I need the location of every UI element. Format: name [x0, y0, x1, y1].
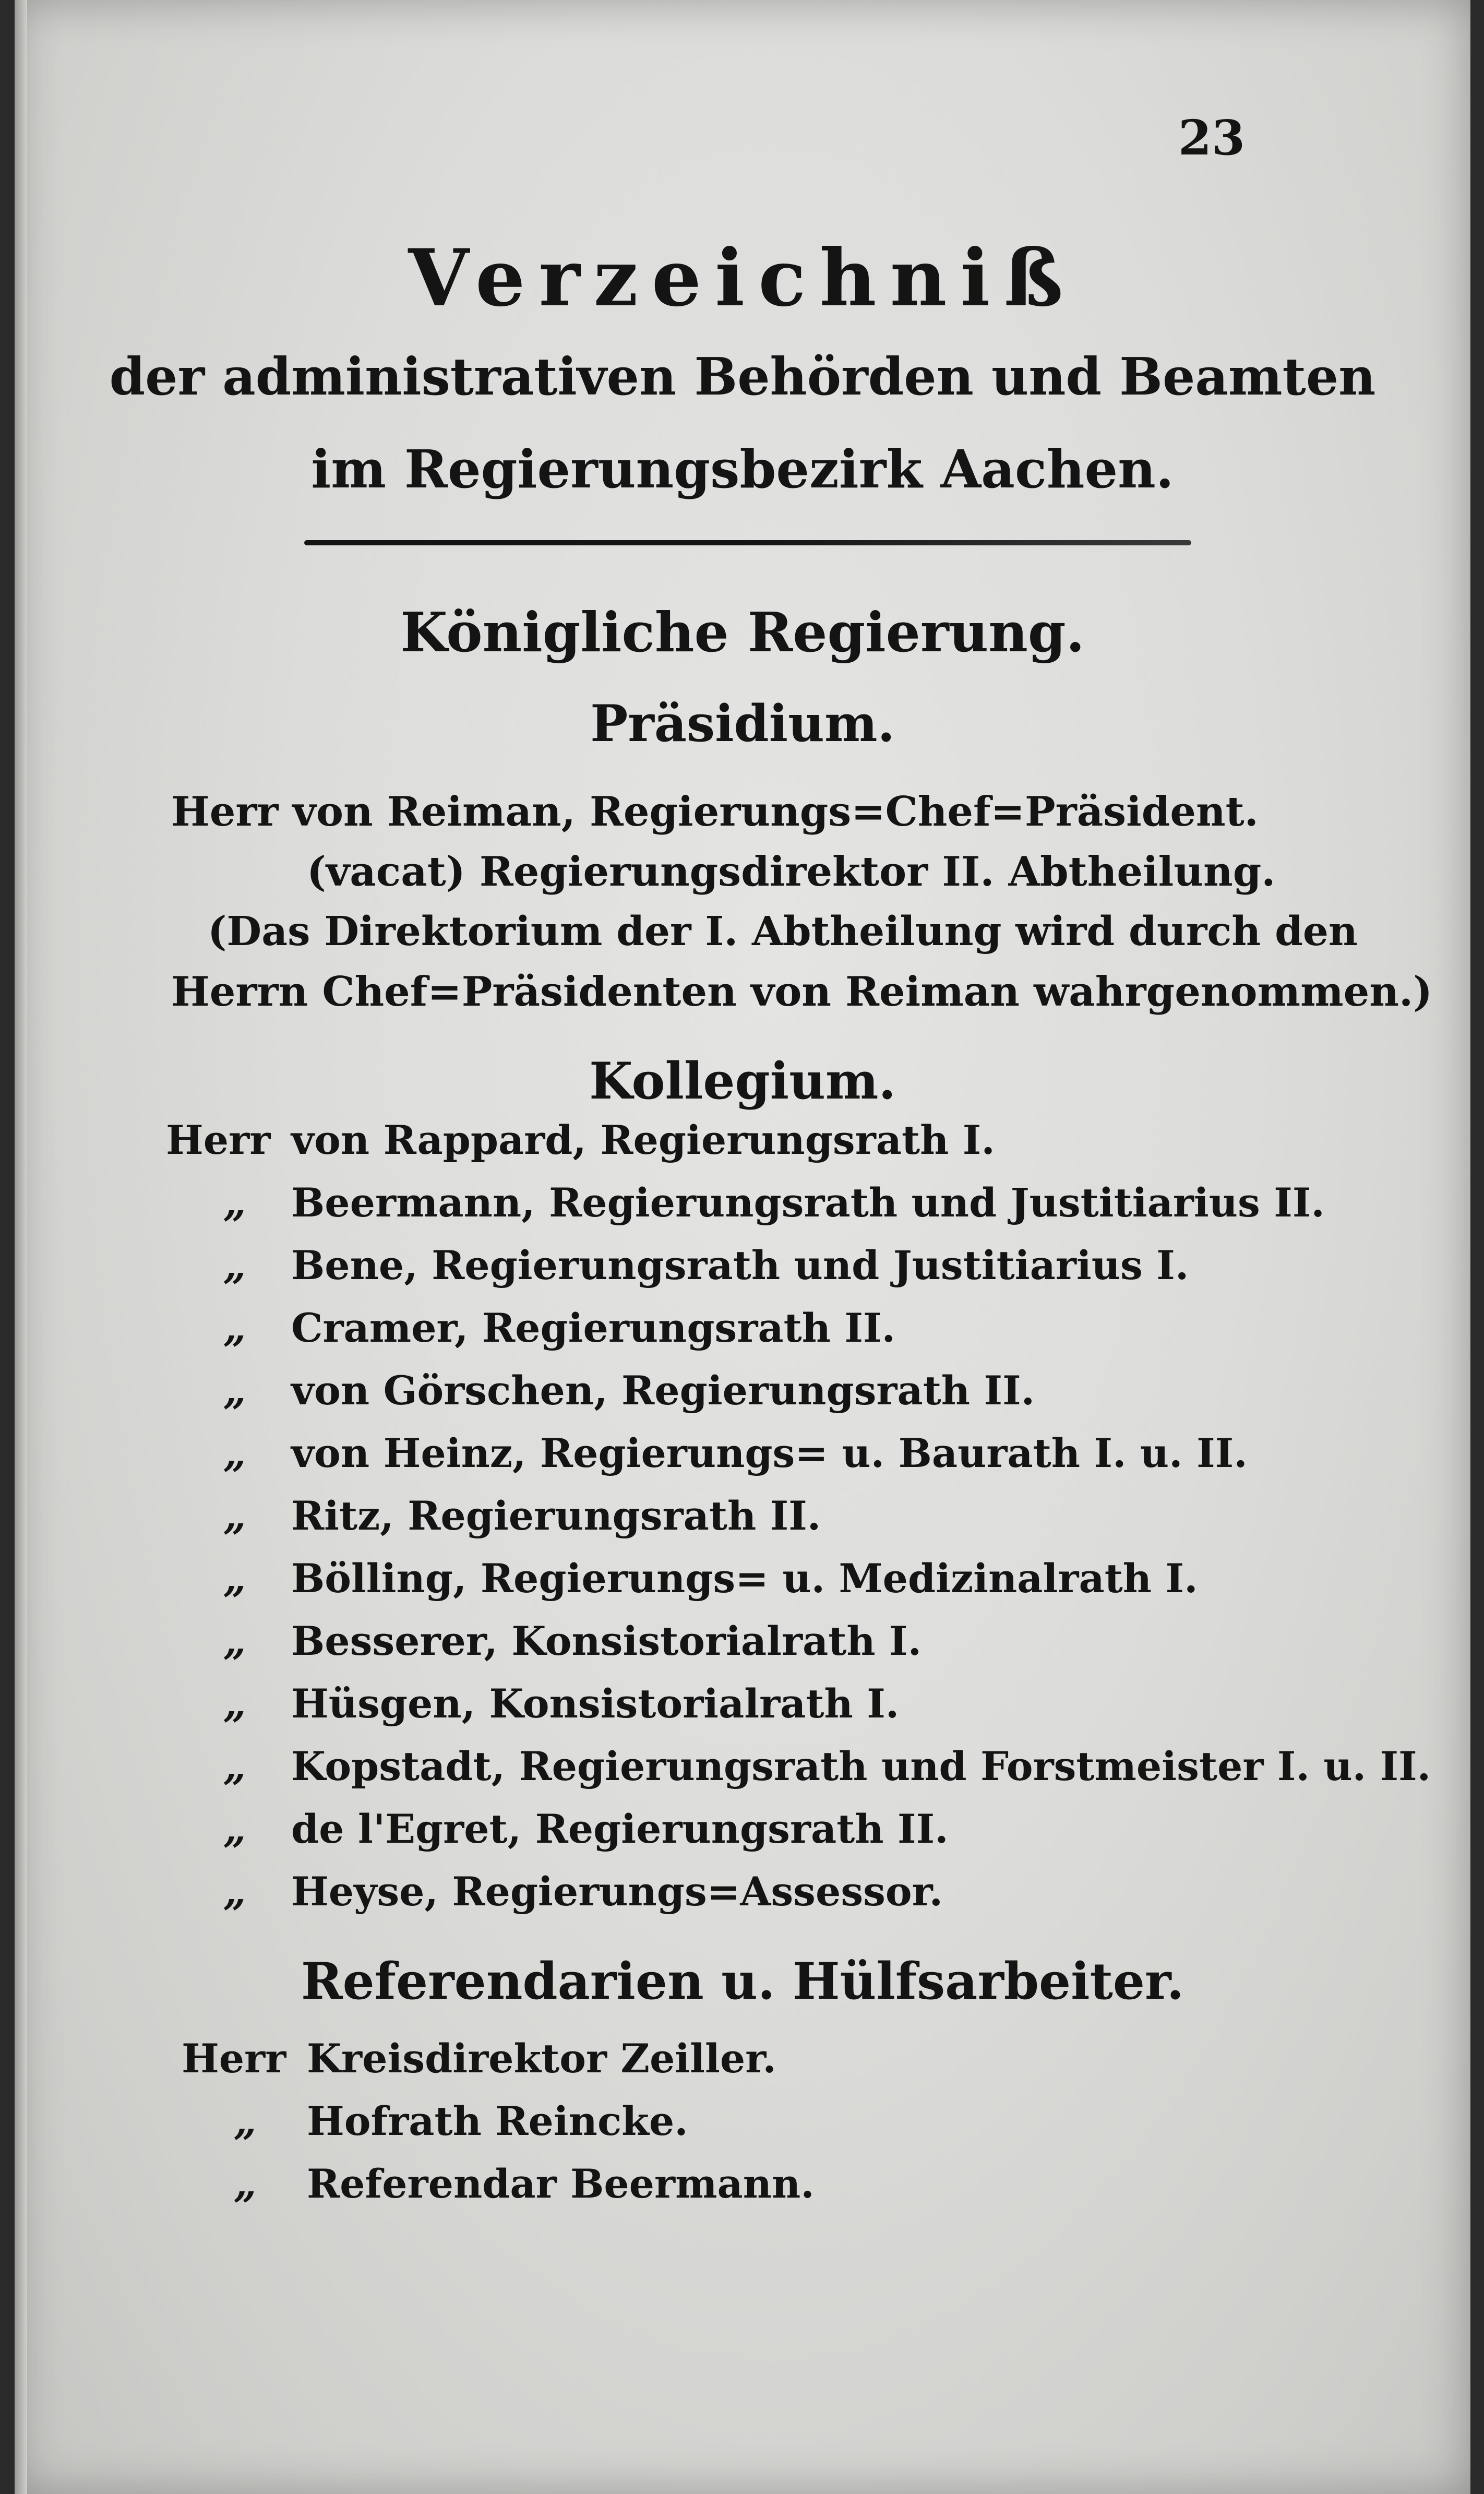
- subtitle-line-1: der administrativen Behörden und Beamten: [109, 347, 1376, 407]
- list-item-text: von Rappard, Regierungsrath I.: [291, 1117, 995, 1163]
- section-heading-referendarien: Referendarien u. Hülfsarbeiter.: [301, 1952, 1184, 2011]
- ditto-mark: „: [234, 2161, 257, 2207]
- ditto-mark: „: [234, 2098, 257, 2144]
- section-heading-kollegium: Kollegium.: [589, 1052, 896, 1111]
- list-item: [15, 2098, 1470, 2155]
- list-item-text: Referendar Beermann.: [307, 2161, 815, 2207]
- ditto-mark: „: [223, 1618, 246, 1664]
- list-item-text: von Görschen, Regierungsrath II.: [291, 1367, 1035, 1414]
- list-item-text: Kreisdirektor Zeiller.: [307, 2035, 776, 2082]
- list-item: [15, 1179, 1470, 1237]
- list-item: [15, 1430, 1470, 1487]
- list-item: [15, 2161, 1470, 2218]
- list-item: [15, 1305, 1470, 1362]
- list-item: [15, 1117, 1470, 1174]
- list-item-prefix: Herr: [166, 1117, 271, 1163]
- list-item-text: Hofrath Reincke.: [307, 2098, 688, 2144]
- subtitle-line-2: im Regierungsbezirk Aachen.: [311, 438, 1174, 500]
- section-heading-royal-government: Königliche Regierung.: [400, 600, 1085, 664]
- list-item: [15, 1618, 1470, 1675]
- list-item: [15, 1680, 1470, 1738]
- ditto-mark: „: [223, 1680, 246, 1727]
- ditto-mark: „: [223, 1305, 246, 1351]
- ditto-mark: „: [223, 1430, 246, 1476]
- list-item: [15, 1367, 1470, 1425]
- page-title: Verzeichniß: [408, 232, 1077, 324]
- praesidium-line-1: Herr von Reiman, Regierungs=Chef=Präsident.: [171, 788, 1259, 836]
- page-number: 23: [1178, 110, 1246, 166]
- list-item: [15, 1806, 1470, 1863]
- list-item-text: Beermann, Regierungsrath und Justitiarius II.: [291, 1179, 1325, 1226]
- ditto-mark: „: [223, 1555, 246, 1602]
- list-item-text: Bölling, Regierungs= u. Medizinalrath I.: [291, 1555, 1198, 1602]
- list-item-text: Besserer, Konsistorialrath I.: [291, 1618, 922, 1664]
- ditto-mark: „: [223, 1743, 246, 1789]
- list-item-text: Ritz, Regierungsrath II.: [291, 1493, 821, 1539]
- list-item: [15, 2035, 1470, 2093]
- section-heading-praesidium: Präsidium.: [590, 694, 895, 753]
- list-item-text: Bene, Regierungsrath und Justitiarius I.: [291, 1242, 1189, 1288]
- list-item-text: Kopstadt, Regierungsrath und Forstmeister I. u. II.: [291, 1743, 1431, 1789]
- list-item-text: Hüsgen, Konsistorialrath I.: [291, 1680, 900, 1727]
- list-item-text: Cramer, Regierungsrath II.: [291, 1305, 895, 1351]
- list-item: [15, 1493, 1470, 1550]
- ditto-mark: „: [223, 1367, 246, 1414]
- list-item: [15, 1868, 1470, 1926]
- praesidium-line-2: (vacat) Regierungsdirektor II. Abtheilung.: [307, 848, 1276, 896]
- list-item-prefix: Herr: [182, 2035, 286, 2082]
- praesidium-line-3: (Das Direktorium der I. Abtheilung wird durch den: [208, 908, 1358, 955]
- ditto-mark: „: [223, 1493, 246, 1539]
- list-item-text: von Heinz, Regierungs= u. Baurath I. u. II.: [291, 1430, 1248, 1476]
- list-item: [15, 1743, 1470, 1800]
- title-divider-rule: [304, 540, 1191, 545]
- list-item: [15, 1242, 1470, 1299]
- list-item: [15, 1555, 1470, 1613]
- list-item-text: Heyse, Regierungs=Assessor.: [291, 1868, 943, 1915]
- ditto-mark: „: [223, 1806, 246, 1852]
- ditto-mark: „: [223, 1242, 246, 1288]
- ditto-mark: „: [223, 1868, 246, 1915]
- book-page: [15, 0, 1470, 2494]
- praesidium-line-4: Herrn Chef=Präsidenten von Reiman wahrgenommen.): [171, 968, 1433, 1016]
- list-item-text: de l'Egret, Regierungsrath II.: [291, 1806, 949, 1852]
- ditto-mark: „: [223, 1179, 246, 1226]
